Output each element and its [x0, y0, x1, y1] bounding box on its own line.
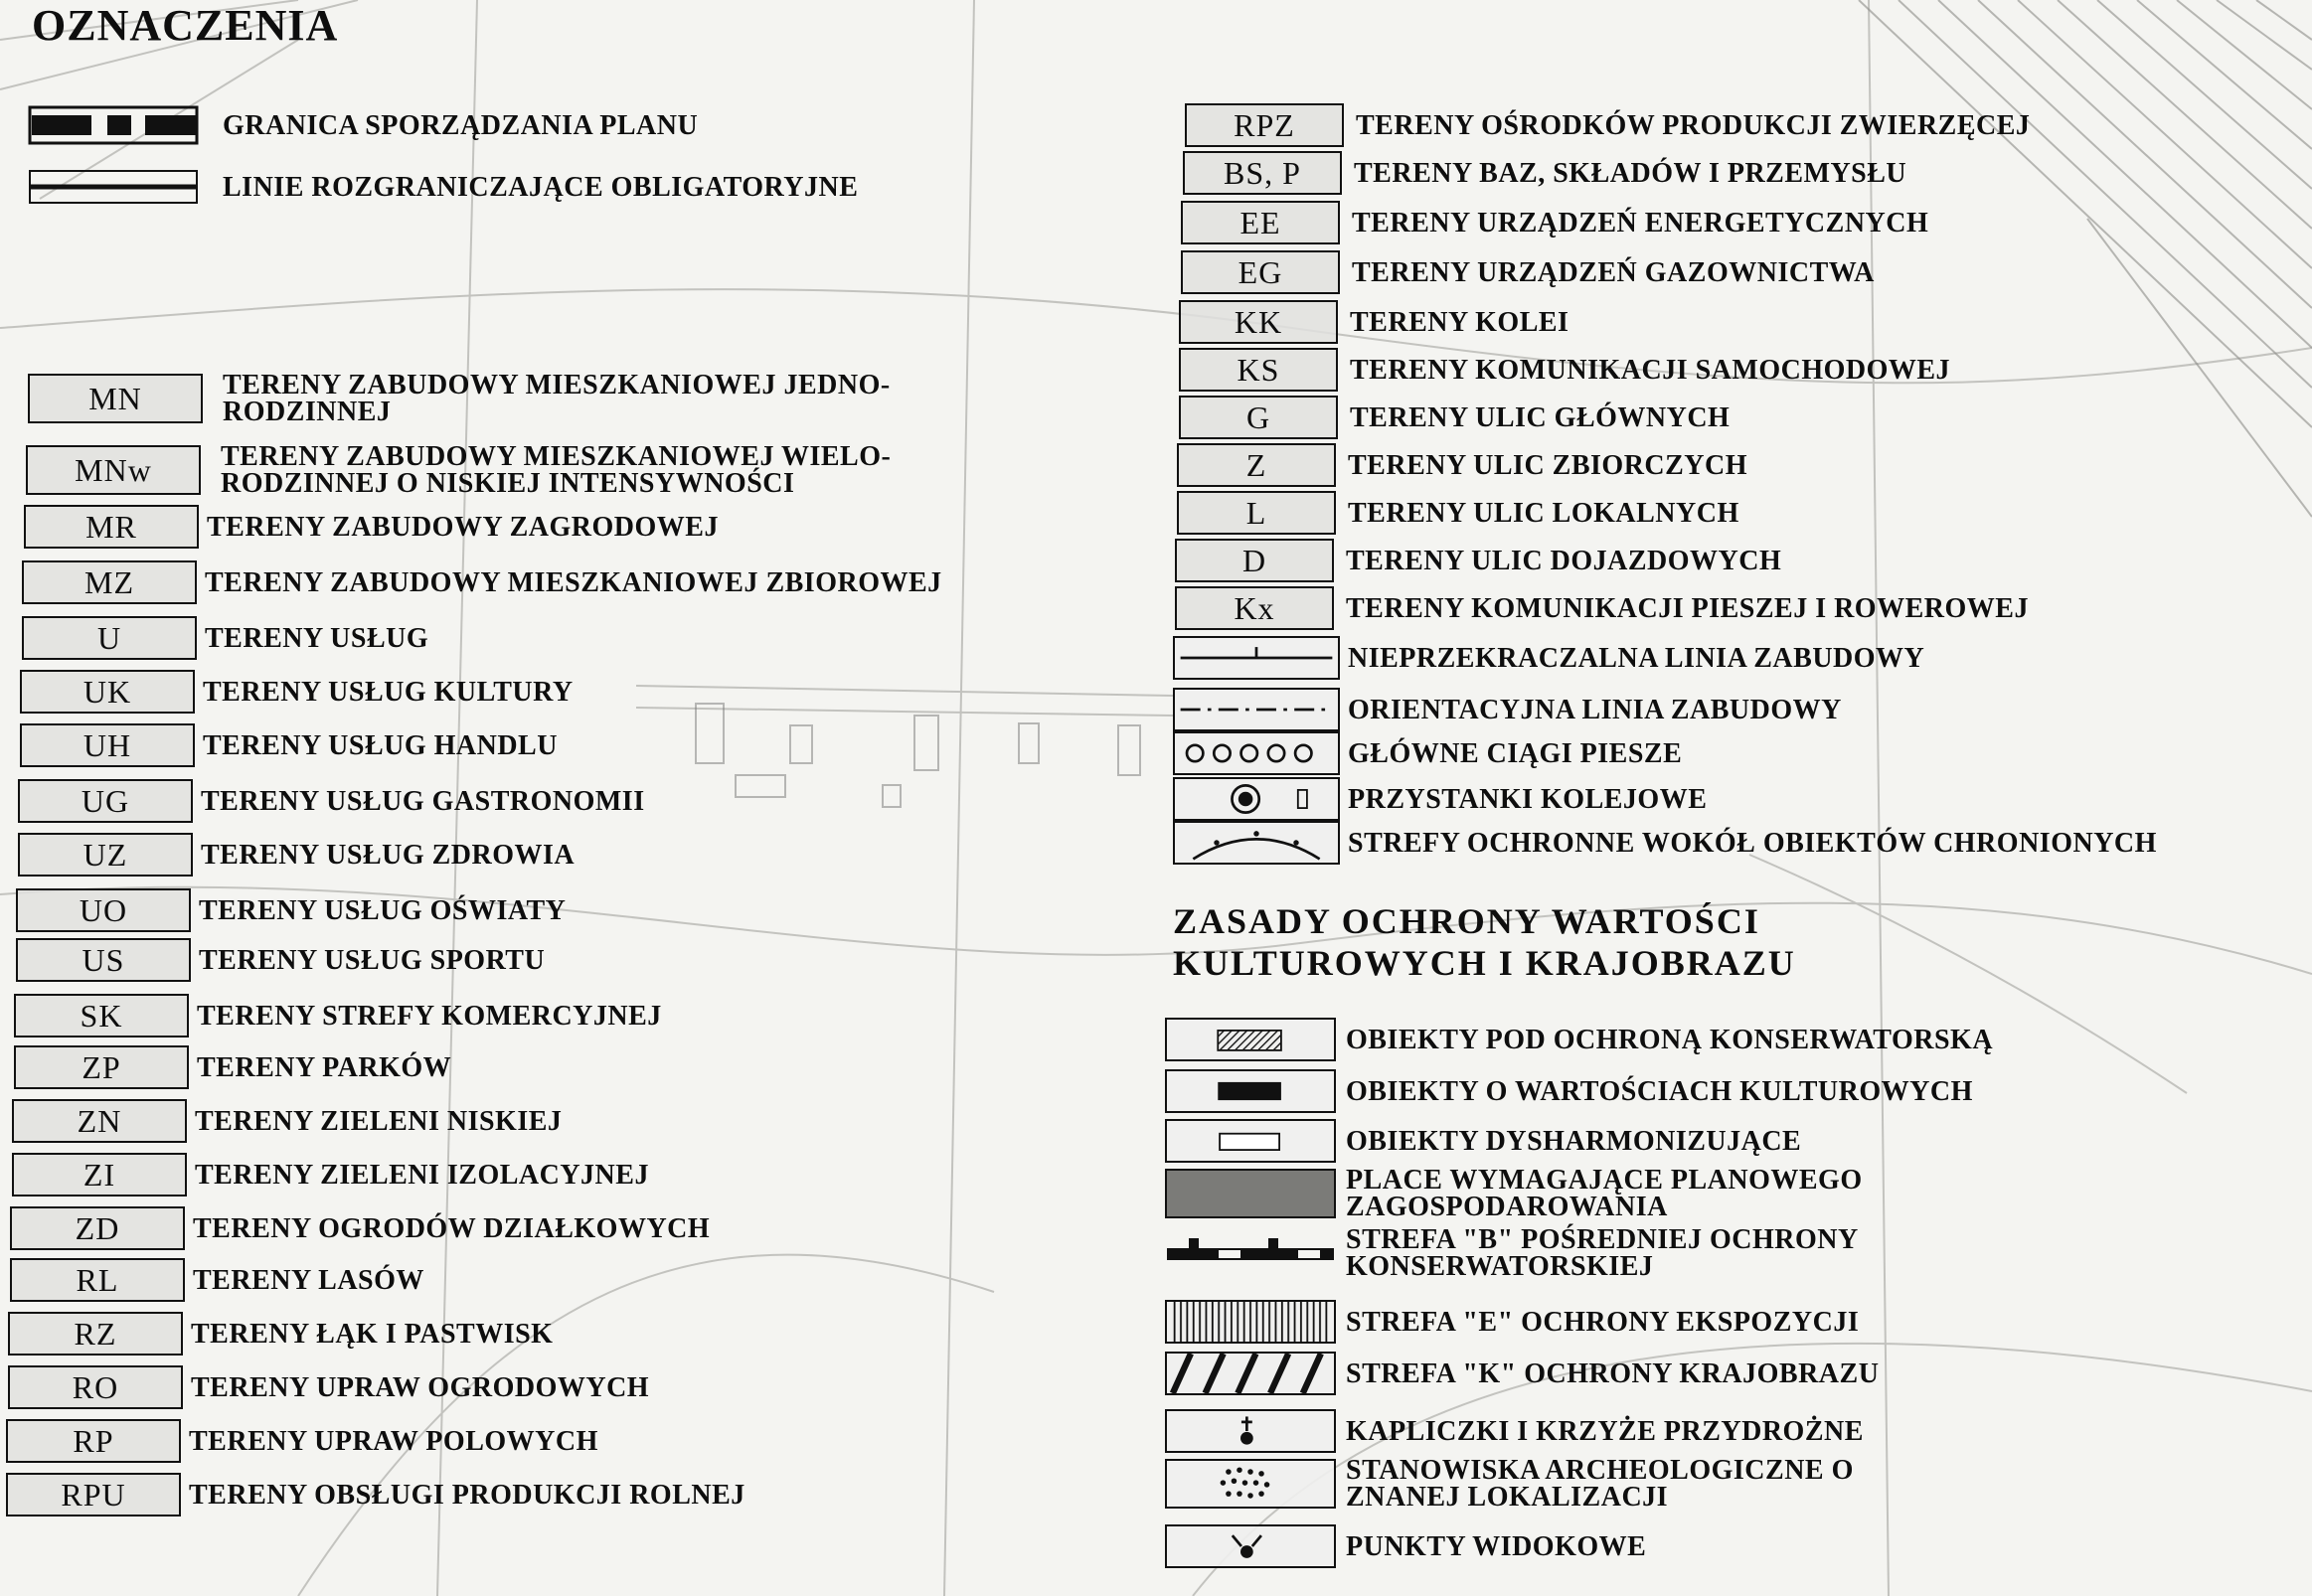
land-use-row — [16, 938, 1149, 982]
legend-row-viewpoints — [1165, 1524, 2298, 1568]
land-use-code: L — [1177, 491, 1336, 535]
land-use-row — [22, 616, 1155, 660]
land-use-code: RPU — [6, 1473, 181, 1516]
land-use-label: TERENY ZIELENI NISKIEJ — [195, 1105, 563, 1137]
land-use-row — [12, 1099, 1145, 1143]
land-use-code: SK — [14, 994, 189, 1037]
land-use-row — [10, 1258, 1143, 1302]
land-use-code: ZI — [12, 1153, 187, 1197]
land-use-code: UO — [16, 888, 191, 932]
land-use-label: TERENY ŁĄK I PASTWISK — [191, 1318, 554, 1350]
legend-label: STREFA "B" POŚREDNIEJ OCHRONY KONSERWATORSKIEJ — [1346, 1224, 1859, 1282]
land-use-label: TERENY URZĄDZEŃ GAZOWNICTWA — [1352, 256, 1875, 288]
land-use-code: UG — [18, 779, 193, 823]
legend-label: STREFY OCHRONNE WOKÓŁ OBIEKTÓW CHRONIONYCH — [1348, 827, 2157, 859]
land-use-row — [1181, 250, 2294, 294]
land-use-code: BS, P — [1183, 151, 1342, 195]
legend-label: STREFA "E" OCHRONY EKSPOZYCJI — [1346, 1306, 1860, 1338]
zone-k-diagonal-hatch-icon — [1165, 1352, 1336, 1395]
protection-zone-icon — [1173, 821, 1340, 865]
land-use-label: TERENY KOLEI — [1350, 306, 1569, 338]
land-use-label: TERENY USŁUG SPORTU — [199, 944, 546, 976]
legend-row-disharmonizing-objects — [1165, 1119, 2298, 1163]
empty-building-icon — [1165, 1119, 1336, 1163]
land-use-row — [10, 1206, 1143, 1250]
land-use-code: RP — [6, 1419, 181, 1463]
land-use-label: TERENY ULIC DOJAZDOWYCH — [1346, 545, 1782, 576]
land-use-label: TERENY PARKÓW — [197, 1051, 452, 1083]
stippled-square-icon — [1165, 1169, 1336, 1218]
railway-stop-icon — [1173, 777, 1340, 821]
land-use-row — [8, 1312, 1141, 1356]
pedestrian-route-icon — [1173, 731, 1340, 775]
legend-label: PLACE WYMAGAJĄCE PLANOWEGO ZAGOSPODAROWANIA — [1346, 1165, 1863, 1222]
land-use-row — [18, 779, 1151, 823]
viewpoint-icon — [1165, 1524, 1336, 1568]
land-use-label: TERENY OGRODÓW DZIAŁKOWYCH — [193, 1212, 711, 1244]
land-use-label: TERENY ZABUDOWY ZAGRODOWEJ — [207, 511, 719, 543]
land-use-code: EE — [1181, 201, 1340, 244]
land-use-row — [8, 1365, 1141, 1409]
land-use-row — [1179, 396, 2292, 439]
land-use-code: RPZ — [1185, 103, 1344, 147]
land-use-code: KK — [1179, 300, 1338, 344]
land-use-label: TERENY URZĄDZEŃ ENERGETYCZNYCH — [1352, 207, 1929, 239]
hatched-building-icon — [1165, 1018, 1336, 1061]
land-use-code: U — [22, 616, 197, 660]
land-use-label: TERENY ZABUDOWY MIESZKANIOWEJ ZBIOROWEJ — [205, 566, 942, 598]
legend-label: STANOWISKA ARCHEOLOGICZNE O ZNANEJ LOKALIZACJI — [1346, 1455, 1854, 1513]
land-use-label: TERENY KOMUNIKACJI SAMOCHODOWEJ — [1350, 354, 1951, 386]
land-use-label: TERENY BAZ, SKŁADÓW I PRZEMYSŁU — [1354, 157, 1907, 189]
land-use-row — [22, 560, 1155, 604]
land-use-label: TERENY UPRAW POLOWYCH — [189, 1425, 598, 1457]
legend-row-zone-e — [1165, 1300, 2298, 1344]
legend-label: GŁÓWNE CIĄGI PIESZE — [1348, 737, 1683, 769]
land-use-row — [14, 1045, 1147, 1089]
legend-row-cultural-value-objects — [1165, 1069, 2298, 1113]
land-use-row — [20, 670, 1153, 714]
land-use-row — [1175, 586, 2288, 630]
legend-label: STREFA "K" OCHRONY KRAJOBRAZU — [1346, 1357, 1880, 1389]
land-use-code: EG — [1181, 250, 1340, 294]
land-use-row — [6, 1473, 1139, 1516]
legend-label: PUNKTY WIDOKOWE — [1346, 1530, 1647, 1562]
land-use-row — [16, 888, 1149, 932]
legend-label: OBIEKTY O WARTOŚCIACH KULTUROWYCH — [1346, 1075, 1973, 1107]
legend-row-pedestrian-routes — [1173, 731, 2296, 775]
land-use-label: TERENY USŁUG HANDLU — [203, 729, 558, 761]
legend-label: OBIEKTY POD OCHRONĄ KONSERWATORSKĄ — [1346, 1024, 1994, 1055]
legend-row-plan-boundary — [28, 103, 1181, 147]
legend-row-building-line-mandatory — [1173, 636, 2296, 680]
land-use-row — [1177, 491, 2290, 535]
legend-label: ORIENTACYJNA LINIA ZABUDOWY — [1348, 694, 1842, 725]
land-use-row — [1179, 348, 2292, 392]
land-use-row — [1179, 300, 2292, 344]
legend-title: OZNACZENIA — [32, 1, 339, 50]
land-use-row — [20, 723, 1153, 767]
land-use-label: TERENY STREFY KOMERCYJNEJ — [197, 1000, 662, 1032]
land-use-code: MNw — [26, 445, 201, 495]
building-line-mandatory-icon — [1173, 636, 1340, 680]
shrine-icon — [1165, 1409, 1336, 1453]
land-use-label: TERENY ZABUDOWY MIESZKANIOWEJ JEDNO- RODZINNEJ — [223, 370, 891, 427]
legend-label: GRANICA SPORZĄDZANIA PLANU — [223, 109, 699, 141]
legend-row-protection-zones — [1173, 821, 2296, 865]
legend-row-zone-b — [1165, 1224, 2298, 1282]
land-use-code: RL — [10, 1258, 185, 1302]
land-use-row — [26, 441, 1159, 499]
land-use-code: Kx — [1175, 586, 1334, 630]
zone-e-vertical-hatch-icon — [1165, 1300, 1336, 1344]
land-use-row — [1185, 103, 2298, 147]
land-use-code: RO — [8, 1365, 183, 1409]
land-use-label: TERENY LASÓW — [193, 1264, 424, 1296]
land-use-code: ZN — [12, 1099, 187, 1143]
solid-building-icon — [1165, 1069, 1336, 1113]
land-use-label: TERENY USŁUG ZDROWIA — [201, 839, 576, 871]
land-use-code: MR — [24, 505, 199, 549]
land-use-code: G — [1179, 396, 1338, 439]
land-use-label: TERENY UPRAW OGRODOWYCH — [191, 1371, 650, 1403]
land-use-code: MZ — [22, 560, 197, 604]
land-use-code: KS — [1179, 348, 1338, 392]
legend-label: PRZYSTANKI KOLEJOWE — [1348, 783, 1708, 815]
legend-row-building-line-indicative — [1173, 688, 2296, 731]
zone-b-line-icon — [1165, 1228, 1336, 1278]
land-use-row — [1181, 201, 2294, 244]
legend-row-railway-stops — [1173, 777, 2296, 821]
land-use-code: UH — [20, 723, 195, 767]
land-use-code: US — [16, 938, 191, 982]
land-use-row — [12, 1153, 1145, 1197]
land-use-code: ZP — [14, 1045, 189, 1089]
land-use-code: RZ — [8, 1312, 183, 1356]
land-use-code: ZD — [10, 1206, 185, 1250]
land-use-label: TERENY USŁUG KULTURY — [203, 676, 574, 708]
land-use-row — [1183, 151, 2296, 195]
legend-row-protected-objects — [1165, 1018, 2298, 1061]
land-use-code: Z — [1177, 443, 1336, 487]
land-use-row — [24, 505, 1157, 549]
land-use-label: TERENY ZABUDOWY MIESZKANIOWEJ WIELO- RODZINNEJ O NISKIEJ INTENSYWNOŚCI — [221, 441, 892, 499]
land-use-row — [18, 833, 1151, 877]
land-use-label: TERENY OBSŁUGI PRODUKCJI ROLNEJ — [189, 1479, 745, 1511]
land-use-label: TERENY ULIC LOKALNYCH — [1348, 497, 1739, 529]
land-use-row — [1175, 539, 2288, 582]
legend-label: NIEPRZEKRACZALNA LINIA ZABUDOWY — [1348, 642, 1925, 674]
land-use-row — [1177, 443, 2290, 487]
legend-row-shrines — [1165, 1409, 2298, 1453]
land-use-label: TERENY USŁUG — [205, 622, 429, 654]
legend-label: OBIEKTY DYSHARMONIZUJĄCE — [1346, 1125, 1802, 1157]
land-use-label: TERENY ULIC ZBIORCZYCH — [1348, 449, 1748, 481]
legend-row-zone-k — [1165, 1352, 2298, 1395]
legend-label: LINIE ROZGRANICZAJĄCE OBLIGATORYJNE — [223, 171, 859, 203]
building-line-indicative-icon — [1173, 688, 1340, 731]
archaeology-dots-icon — [1165, 1459, 1336, 1509]
legend-row-planned-squares — [1165, 1165, 2298, 1222]
land-use-label: TERENY KOMUNIKACJI PIESZEJ I ROWEROWEJ — [1346, 592, 2029, 624]
land-use-row — [14, 994, 1147, 1037]
land-use-label: TERENY ULIC GŁÓWNYCH — [1350, 401, 1731, 433]
legend-label: KAPLICZKI I KRZYŻE PRZYDROŻNE — [1346, 1415, 1864, 1447]
legend-row-archaeological-sites — [1165, 1455, 2298, 1513]
land-use-row — [28, 370, 1161, 427]
land-use-code: MN — [28, 374, 203, 423]
land-use-code: D — [1175, 539, 1334, 582]
land-use-code: UZ — [18, 833, 193, 877]
heritage-section-title: ZASADY OCHRONY WARTOŚCI KULTUROWYCH I KRAJOBRAZU — [1173, 901, 1796, 983]
land-use-label: TERENY USŁUG OŚWIATY — [199, 894, 567, 926]
legend-row-demarcation-lines — [28, 165, 1181, 209]
land-use-label: TERENY USŁUG GASTRONOMII — [201, 785, 645, 817]
land-use-row — [6, 1419, 1139, 1463]
land-use-label: TERENY OŚRODKÓW PRODUKCJI ZWIERZĘCEJ — [1356, 109, 2031, 141]
plan-boundary-line-icon — [28, 103, 199, 147]
land-use-code: UK — [20, 670, 195, 714]
demarcation-line-icon — [28, 165, 199, 209]
land-use-label: TERENY ZIELENI IZOLACYJNEJ — [195, 1159, 649, 1191]
